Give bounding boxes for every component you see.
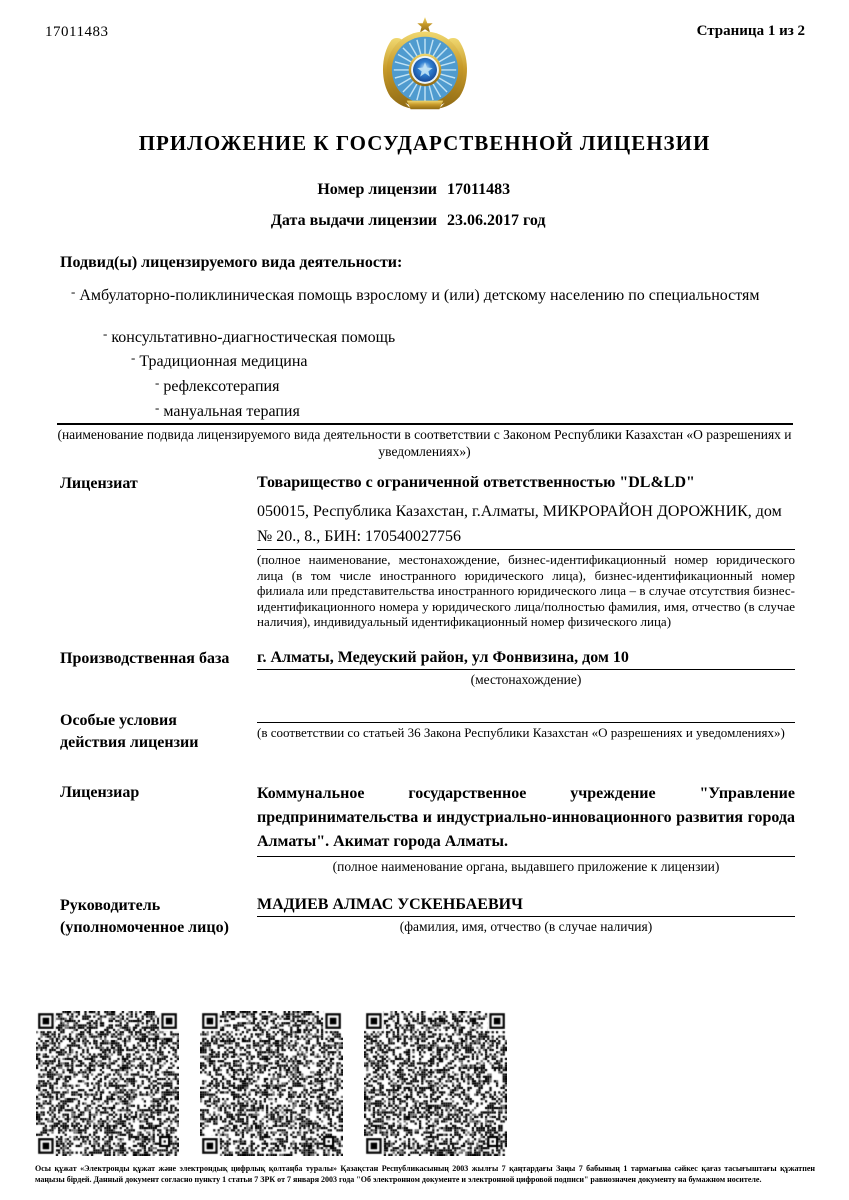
production-base-caption: (местонахождение) <box>470 671 582 687</box>
legal-footer-line2: маңызы бірдей. Данный документ согласно пункту 1 статьи 7 ЗРК от 7 января 2003 года "Об электронном документе и электронной цифровой подписи" равнозначен документу на бумажном носителе. <box>35 1175 762 1184</box>
section-divider <box>57 423 793 425</box>
licensee-caption: (полное наименование, местонахождение, бизнес-идентификационный номер юридического лица (в том числе иностранного юридического лица), бизнес-идентификационный номер филиала или представительства иностранного юридического лица – в случае отсутствия бизнес-идентификационного номера у юридического лица/полностью фамилия, имя, отчество (в случае наличия), индивидуальный идентификационный номер физического лица) <box>257 552 795 630</box>
head-row <box>45 895 804 939</box>
subtype-item: - рефлексотерапия <box>155 378 804 395</box>
licensor-value: Коммунальное государственное учреждение "Управление предпринимательства и индустриально-инновационного развития города Алматы". Акимат города Алматы. <box>257 782 795 857</box>
license-meta <box>263 181 804 230</box>
license-number-label: Номер лицензии <box>317 181 437 198</box>
special-conditions-row <box>45 710 804 754</box>
subtype-item: - Традиционная медицина <box>131 353 804 370</box>
licensor-caption: (полное наименование органа, выдавшего приложение к лицензии) <box>332 858 720 874</box>
document-title: ПРИЛОЖЕНИЕ К ГОСУДАРСТВЕННОЙ ЛИЦЕНЗИИ <box>138 131 711 155</box>
licensee-label: Лицензиат <box>60 475 138 492</box>
license-number-value: 17011483 <box>447 181 511 198</box>
licensor-label: Лицензиар <box>60 783 140 801</box>
special-conditions-caption: (в соответствии со статьей 36 Закона Республики Казахстан «О разрешениях и уведомлениях») <box>257 724 785 740</box>
legal-footer-line1: Осы құжат «Электронды құжат және электрондық цифрлық қолтаңба туралы» Қазақстан Республикасының 2003 жылғы 7 қаңтардағы Заңы 7 бабының 1 тармағына сәйкес қағаз тасығыштағы құжатпен <box>35 1164 815 1173</box>
licensee-row <box>45 473 804 630</box>
legal-footer <box>35 1163 815 1185</box>
special-conditions-blank-line <box>257 710 795 723</box>
subtype-item: - мануальная терапия <box>155 403 804 420</box>
subtype-item: - консультативно-диагностическая помощь <box>103 329 804 346</box>
license-date-value: 23.06.2017 год <box>447 212 546 229</box>
qr-code-row <box>36 1011 507 1156</box>
doc-number: 17011483 <box>45 24 109 40</box>
licensor-row <box>45 782 804 875</box>
head-label: Руководитель (уполномоченное лицо) <box>60 896 229 936</box>
head-value: МАДИЕВ АЛМАС УСКЕНБАЕВИЧ <box>257 895 795 917</box>
qr-code-3 <box>364 1011 507 1156</box>
licensee-name: Товарищество с ограниченной ответственностью "DL&LD" <box>257 474 695 491</box>
special-conditions-label: Особые условия действия лицензии <box>60 711 199 751</box>
head-caption: (фамилия, имя, отчество (в случае наличия) <box>399 918 653 934</box>
production-base-label: Производственная база <box>60 649 230 667</box>
license-date-label: Дата выдачи лицензии <box>270 212 437 229</box>
subtypes-heading: Подвид(ы) лицензируемого вида деятельности: <box>60 254 403 271</box>
licensee-address: 050015, Республика Казахстан, г.Алматы, МИКРОРАЙОН ДОРОЖНИК, дом № 20., 8., БИН: 170540027756 <box>257 499 795 550</box>
page-indicator: Страница 1 из 2 <box>696 23 805 39</box>
qr-code-1 <box>36 1011 179 1156</box>
production-base-row <box>45 648 804 688</box>
production-base-value: г. Алматы, Медеуский район, ул Фонвизина, дом 10 <box>257 648 795 670</box>
subtypes-caption: (наименование подвида лицензируемого вида деятельности в соответствии с Законом Республики Казахстан «О разрешениях и уведомлениях») <box>57 427 792 459</box>
qr-code-2 <box>200 1011 343 1156</box>
subtype-item: - Амбулаторно-поликлиническая помощь взрослому и (или) детскому населению по специальностям <box>71 287 804 304</box>
